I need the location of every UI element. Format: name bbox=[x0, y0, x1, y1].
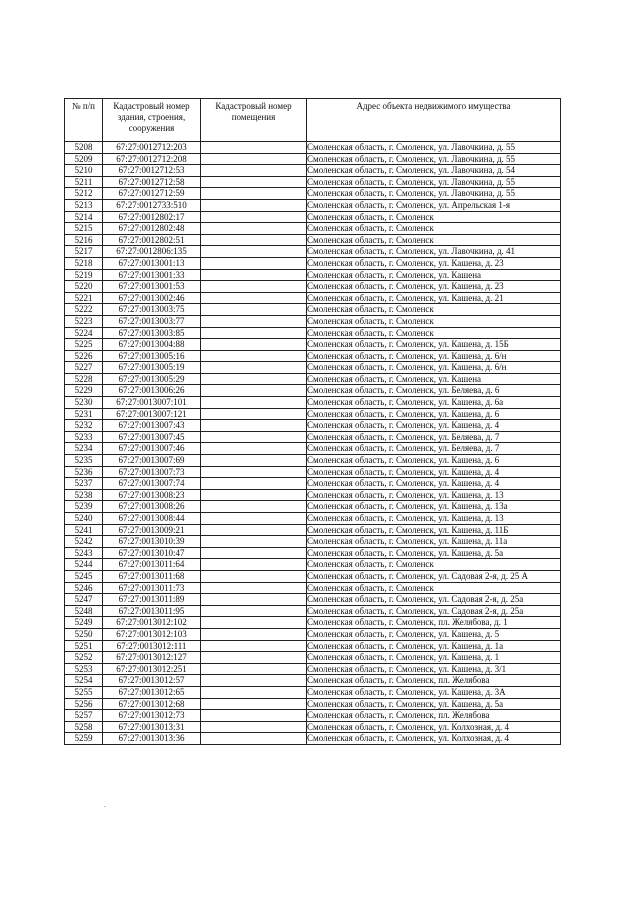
building-cadastral-cell: 67:27:0013007:45 bbox=[103, 431, 201, 443]
address-cell: Смоленская область, г. Смоленск, ул. Садовая 2-я, д. 25 А bbox=[307, 570, 561, 582]
building-cadastral-cell: 67:27:0012712:203 bbox=[103, 142, 201, 154]
room-cadastral-cell bbox=[201, 165, 307, 177]
row-number-cell: 5221 bbox=[65, 292, 103, 304]
table-row bbox=[65, 350, 561, 362]
table-row bbox=[65, 304, 561, 316]
building-cadastral-cell: 67:27:0013008:44 bbox=[103, 513, 201, 525]
building-cadastral-cell: 67:27:0013009:21 bbox=[103, 524, 201, 536]
table-row bbox=[65, 594, 561, 606]
room-cadastral-cell bbox=[201, 269, 307, 281]
row-number-cell: 5255 bbox=[65, 686, 103, 698]
building-cadastral-cell: 67:27:0013005:16 bbox=[103, 350, 201, 362]
table-row bbox=[65, 199, 561, 211]
building-cadastral-cell: 67:27:0012802:51 bbox=[103, 234, 201, 246]
room-cadastral-cell bbox=[201, 292, 307, 304]
row-number-cell: 5232 bbox=[65, 420, 103, 432]
address-cell: Смоленская область, г. Смоленск, ул. Садовая 2-я, д. 25а bbox=[307, 605, 561, 617]
building-cadastral-cell: 67:27:0013007:121 bbox=[103, 408, 201, 420]
table-row bbox=[65, 257, 561, 269]
room-cadastral-cell bbox=[201, 188, 307, 200]
row-number-cell: 5239 bbox=[65, 501, 103, 513]
address-cell: Смоленская область, г. Смоленск, ул. Кашена, д. 13а bbox=[307, 501, 561, 513]
address-cell: Смоленская область, г. Смоленск, ул. Кашена bbox=[307, 269, 561, 281]
row-number-cell: 5218 bbox=[65, 257, 103, 269]
room-cadastral-cell bbox=[201, 315, 307, 327]
table-row bbox=[65, 524, 561, 536]
address-cell: Смоленская область, г. Смоленск, ул. Лавочкина, д. 54 bbox=[307, 165, 561, 177]
room-cadastral-cell bbox=[201, 362, 307, 374]
building-cadastral-cell: 67:27:0013012:111 bbox=[103, 640, 201, 652]
room-cadastral-cell bbox=[201, 478, 307, 490]
room-cadastral-cell bbox=[201, 327, 307, 339]
address-cell: Смоленская область, г. Смоленск, ул. Лавочкина, д. 55 bbox=[307, 188, 561, 200]
row-number-cell: 5224 bbox=[65, 327, 103, 339]
table-row bbox=[65, 188, 561, 200]
address-cell: Смоленская область, г. Смоленск, ул. Беляева, д. 7 bbox=[307, 443, 561, 455]
row-number-cell: 5210 bbox=[65, 165, 103, 177]
table-row bbox=[65, 698, 561, 710]
building-cadastral-cell: 67:27:0013012:65 bbox=[103, 686, 201, 698]
address-cell: Смоленская область, г. Смоленск bbox=[307, 327, 561, 339]
table-row bbox=[65, 466, 561, 478]
row-number-cell: 5227 bbox=[65, 362, 103, 374]
address-cell: Смоленская область, г. Смоленск, ул. Кашена, д. 6 bbox=[307, 408, 561, 420]
row-number-cell: 5215 bbox=[65, 223, 103, 235]
table-header-row bbox=[65, 99, 561, 142]
room-cadastral-cell bbox=[201, 570, 307, 582]
address-cell: Смоленская область, г. Смоленск, ул. Кашена, д. 4 bbox=[307, 420, 561, 432]
building-cadastral-cell: 67:27:0013012:127 bbox=[103, 652, 201, 664]
row-number-cell: 5220 bbox=[65, 281, 103, 293]
address-cell: Смоленская область, г. Смоленск, ул. Кашена, д. 4 bbox=[307, 478, 561, 490]
header-address: Адрес объекта недвижимого имущества bbox=[307, 99, 561, 142]
room-cadastral-cell bbox=[201, 547, 307, 559]
room-cadastral-cell bbox=[201, 408, 307, 420]
table-row bbox=[65, 153, 561, 165]
address-cell: Смоленская область, г. Смоленск bbox=[307, 223, 561, 235]
table-row bbox=[65, 489, 561, 501]
room-cadastral-cell bbox=[201, 524, 307, 536]
address-cell: Смоленская область, г. Смоленск, ул. Кашена, д. 5 bbox=[307, 628, 561, 640]
room-cadastral-cell bbox=[201, 594, 307, 606]
building-cadastral-cell: 67:27:0013012:68 bbox=[103, 698, 201, 710]
building-cadastral-cell: 67:27:0013003:77 bbox=[103, 315, 201, 327]
row-number-cell: 5251 bbox=[65, 640, 103, 652]
row-number-cell: 5237 bbox=[65, 478, 103, 490]
row-number-cell: 5248 bbox=[65, 605, 103, 617]
address-cell: Смоленская область, г. Смоленск, ул. Кашена, д. 23 bbox=[307, 257, 561, 269]
row-number-cell: 5252 bbox=[65, 652, 103, 664]
row-number-cell: 5242 bbox=[65, 536, 103, 548]
room-cadastral-cell bbox=[201, 455, 307, 467]
room-cadastral-cell bbox=[201, 199, 307, 211]
table-row bbox=[65, 246, 561, 258]
room-cadastral-cell bbox=[201, 582, 307, 594]
room-cadastral-cell bbox=[201, 304, 307, 316]
room-cadastral-cell bbox=[201, 605, 307, 617]
address-cell: Смоленская область, г. Смоленск, пл. Желябова, д. 1 bbox=[307, 617, 561, 629]
address-cell: Смоленская область, г. Смоленск, ул. Лавочкина, д. 55 bbox=[307, 176, 561, 188]
building-cadastral-cell: 67:27:0012733:510 bbox=[103, 199, 201, 211]
table-row bbox=[65, 605, 561, 617]
page-mark: . bbox=[104, 800, 106, 809]
table-row bbox=[65, 582, 561, 594]
address-cell: Смоленская область, г. Смоленск bbox=[307, 211, 561, 223]
building-cadastral-cell: 67:27:0013002:46 bbox=[103, 292, 201, 304]
address-cell: Смоленская область, г. Смоленск, ул. Кашена, д. 23 bbox=[307, 281, 561, 293]
table-row bbox=[65, 373, 561, 385]
room-cadastral-cell bbox=[201, 559, 307, 571]
room-cadastral-cell bbox=[201, 675, 307, 687]
room-cadastral-cell bbox=[201, 211, 307, 223]
address-cell: Смоленская область, г. Смоленск, ул. Кашена, д. 5а bbox=[307, 698, 561, 710]
row-number-cell: 5243 bbox=[65, 547, 103, 559]
table-row bbox=[65, 640, 561, 652]
row-number-cell: 5219 bbox=[65, 269, 103, 281]
row-number-cell: 5236 bbox=[65, 466, 103, 478]
address-cell: Смоленская область, г. Смоленск, ул. Кашена, д. 11Б bbox=[307, 524, 561, 536]
building-cadastral-cell: 67:27:0012712:59 bbox=[103, 188, 201, 200]
row-number-cell: 5223 bbox=[65, 315, 103, 327]
room-cadastral-cell bbox=[201, 698, 307, 710]
table-row bbox=[65, 478, 561, 490]
table-row bbox=[65, 234, 561, 246]
address-cell: Смоленская область, г. Смоленск, ул. Кашена, д. 6 bbox=[307, 455, 561, 467]
room-cadastral-cell bbox=[201, 652, 307, 664]
table-row bbox=[65, 733, 561, 745]
table-row bbox=[65, 269, 561, 281]
building-cadastral-cell: 67:27:0013010:47 bbox=[103, 547, 201, 559]
address-cell: Смоленская область, г. Смоленск, ул. Лавочкина, д. 41 bbox=[307, 246, 561, 258]
building-cadastral-cell: 67:27:0013005:29 bbox=[103, 373, 201, 385]
building-cadastral-cell: 67:27:0013012:251 bbox=[103, 663, 201, 675]
address-cell: Смоленская область, г. Смоленск, ул. Беляева, д. 7 bbox=[307, 431, 561, 443]
room-cadastral-cell bbox=[201, 350, 307, 362]
row-number-cell: 5245 bbox=[65, 570, 103, 582]
room-cadastral-cell bbox=[201, 663, 307, 675]
room-cadastral-cell bbox=[201, 234, 307, 246]
row-number-cell: 5246 bbox=[65, 582, 103, 594]
building-cadastral-cell: 67:27:0013011:89 bbox=[103, 594, 201, 606]
address-cell: Смоленская область, г. Смоленск bbox=[307, 304, 561, 316]
address-cell: Смоленская область, г. Смоленск, ул. Кашена, д. 13 bbox=[307, 489, 561, 501]
table-row bbox=[65, 513, 561, 525]
building-cadastral-cell: 67:27:0013006:26 bbox=[103, 385, 201, 397]
address-cell: Смоленская область, г. Смоленск, ул. Колхозная, д. 4 bbox=[307, 733, 561, 745]
row-number-cell: 5229 bbox=[65, 385, 103, 397]
room-cadastral-cell bbox=[201, 153, 307, 165]
building-cadastral-cell: 67:27:0013008:26 bbox=[103, 501, 201, 513]
address-cell: Смоленская область, г. Смоленск, ул. Лавочкина, д. 55 bbox=[307, 153, 561, 165]
table-row bbox=[65, 686, 561, 698]
building-cadastral-cell: 67:27:0013010:39 bbox=[103, 536, 201, 548]
address-cell: Смоленская область, г. Смоленск, ул. Кашена, д. 15Б bbox=[307, 339, 561, 351]
row-number-cell: 5259 bbox=[65, 733, 103, 745]
room-cadastral-cell bbox=[201, 373, 307, 385]
table-row bbox=[65, 339, 561, 351]
row-number-cell: 5241 bbox=[65, 524, 103, 536]
table-row bbox=[65, 420, 561, 432]
room-cadastral-cell bbox=[201, 142, 307, 154]
address-cell: Смоленская область, г. Смоленск, ул. Кашена bbox=[307, 373, 561, 385]
table-row bbox=[65, 675, 561, 687]
row-number-cell: 5226 bbox=[65, 350, 103, 362]
building-cadastral-cell: 67:27:0013012:102 bbox=[103, 617, 201, 629]
table-row bbox=[65, 327, 561, 339]
table-row bbox=[65, 142, 561, 154]
table-row bbox=[65, 431, 561, 443]
building-cadastral-cell: 67:27:0012802:48 bbox=[103, 223, 201, 235]
building-cadastral-cell: 67:27:0012806:135 bbox=[103, 246, 201, 258]
address-cell: Смоленская область, г. Смоленск, ул. Кашена, д. 13 bbox=[307, 513, 561, 525]
table-row bbox=[65, 443, 561, 455]
row-number-cell: 5230 bbox=[65, 397, 103, 409]
address-cell: Смоленская область, г. Смоленск bbox=[307, 315, 561, 327]
table-row bbox=[65, 362, 561, 374]
row-number-cell: 5228 bbox=[65, 373, 103, 385]
address-cell: Смоленская область, г. Смоленск bbox=[307, 582, 561, 594]
row-number-cell: 5249 bbox=[65, 617, 103, 629]
row-number-cell: 5208 bbox=[65, 142, 103, 154]
row-number-cell: 5256 bbox=[65, 698, 103, 710]
header-building-cadastral-number: Кадастровый номер здания, строения, сооружения bbox=[103, 99, 201, 142]
table-body bbox=[65, 142, 561, 745]
row-number-cell: 5233 bbox=[65, 431, 103, 443]
room-cadastral-cell bbox=[201, 431, 307, 443]
address-cell: Смоленская область, г. Смоленск, пл. Желябова bbox=[307, 675, 561, 687]
room-cadastral-cell bbox=[201, 176, 307, 188]
address-cell: Смоленская область, г. Смоленск, ул. Беляева, д. 6 bbox=[307, 385, 561, 397]
table-row bbox=[65, 617, 561, 629]
table-row bbox=[65, 652, 561, 664]
address-cell: Смоленская область, г. Смоленск, ул. Кашена, д. 3/1 bbox=[307, 663, 561, 675]
row-number-cell: 5222 bbox=[65, 304, 103, 316]
room-cadastral-cell bbox=[201, 281, 307, 293]
address-cell: Смоленская область, г. Смоленск, ул. Кашена, д. 6/н bbox=[307, 362, 561, 374]
table-row bbox=[65, 628, 561, 640]
header-number: № п/п bbox=[65, 99, 103, 142]
row-number-cell: 5244 bbox=[65, 559, 103, 571]
row-number-cell: 5257 bbox=[65, 710, 103, 722]
row-number-cell: 5231 bbox=[65, 408, 103, 420]
room-cadastral-cell bbox=[201, 501, 307, 513]
row-number-cell: 5211 bbox=[65, 176, 103, 188]
address-cell: Смоленская область, г. Смоленск, ул. Кашена, д. 4 bbox=[307, 466, 561, 478]
table-row bbox=[65, 547, 561, 559]
row-number-cell: 5250 bbox=[65, 628, 103, 640]
table-row bbox=[65, 165, 561, 177]
address-cell: Смоленская область, г. Смоленск, ул. Кашена, д. 6а bbox=[307, 397, 561, 409]
table-row bbox=[65, 570, 561, 582]
address-cell: Смоленская область, г. Смоленск, пл. Желябова bbox=[307, 710, 561, 722]
table-row bbox=[65, 397, 561, 409]
row-number-cell: 5225 bbox=[65, 339, 103, 351]
room-cadastral-cell bbox=[201, 466, 307, 478]
address-cell: Смоленская область, г. Смоленск, ул. Апрельская 1-я bbox=[307, 199, 561, 211]
address-cell: Смоленская область, г. Смоленск, ул. Кашена, д. 6/н bbox=[307, 350, 561, 362]
address-cell: Смоленская область, г. Смоленск, ул. Кашена, д. 1 bbox=[307, 652, 561, 664]
address-cell: Смоленская область, г. Смоленск, ул. Лавочкина, д. 55 bbox=[307, 142, 561, 154]
room-cadastral-cell bbox=[201, 686, 307, 698]
room-cadastral-cell bbox=[201, 420, 307, 432]
room-cadastral-cell bbox=[201, 513, 307, 525]
table-row bbox=[65, 211, 561, 223]
building-cadastral-cell: 67:27:0013003:85 bbox=[103, 327, 201, 339]
room-cadastral-cell bbox=[201, 385, 307, 397]
building-cadastral-cell: 67:27:0012802:17 bbox=[103, 211, 201, 223]
building-cadastral-cell: 67:27:0013005:19 bbox=[103, 362, 201, 374]
row-number-cell: 5213 bbox=[65, 199, 103, 211]
building-cadastral-cell: 67:27:0013007:69 bbox=[103, 455, 201, 467]
building-cadastral-cell: 67:27:0012712:53 bbox=[103, 165, 201, 177]
room-cadastral-cell bbox=[201, 721, 307, 733]
table-row bbox=[65, 292, 561, 304]
room-cadastral-cell bbox=[201, 489, 307, 501]
building-cadastral-cell: 67:27:0012712:58 bbox=[103, 176, 201, 188]
room-cadastral-cell bbox=[201, 628, 307, 640]
row-number-cell: 5216 bbox=[65, 234, 103, 246]
table-row bbox=[65, 501, 561, 513]
table-row bbox=[65, 536, 561, 548]
building-cadastral-cell: 67:27:0013007:73 bbox=[103, 466, 201, 478]
address-cell: Смоленская область, г. Смоленск, ул. Кашена, д. 3А bbox=[307, 686, 561, 698]
building-cadastral-cell: 67:27:0013001:53 bbox=[103, 281, 201, 293]
row-number-cell: 5234 bbox=[65, 443, 103, 455]
row-number-cell: 5217 bbox=[65, 246, 103, 258]
building-cadastral-cell: 67:27:0013008:23 bbox=[103, 489, 201, 501]
row-number-cell: 5238 bbox=[65, 489, 103, 501]
room-cadastral-cell bbox=[201, 223, 307, 235]
building-cadastral-cell: 67:27:0013001:13 bbox=[103, 257, 201, 269]
row-number-cell: 5247 bbox=[65, 594, 103, 606]
cadastral-table bbox=[64, 98, 561, 745]
room-cadastral-cell bbox=[201, 246, 307, 258]
room-cadastral-cell bbox=[201, 397, 307, 409]
table-row bbox=[65, 455, 561, 467]
table-row bbox=[65, 663, 561, 675]
table-row bbox=[65, 315, 561, 327]
room-cadastral-cell bbox=[201, 733, 307, 745]
address-cell: Смоленская область, г. Смоленск, ул. Колхозная, д. 4 bbox=[307, 721, 561, 733]
row-number-cell: 5254 bbox=[65, 675, 103, 687]
building-cadastral-cell: 67:27:0013007:43 bbox=[103, 420, 201, 432]
room-cadastral-cell bbox=[201, 536, 307, 548]
building-cadastral-cell: 67:27:0013007:74 bbox=[103, 478, 201, 490]
building-cadastral-cell: 67:27:0013004:88 bbox=[103, 339, 201, 351]
room-cadastral-cell bbox=[201, 640, 307, 652]
table-row bbox=[65, 281, 561, 293]
row-number-cell: 5235 bbox=[65, 455, 103, 467]
building-cadastral-cell: 67:27:0013011:73 bbox=[103, 582, 201, 594]
address-cell: Смоленская область, г. Смоленск, ул. Кашена, д. 1а bbox=[307, 640, 561, 652]
building-cadastral-cell: 67:27:0013011:64 bbox=[103, 559, 201, 571]
address-cell: Смоленская область, г. Смоленск bbox=[307, 559, 561, 571]
address-cell: Смоленская область, г. Смоленск bbox=[307, 234, 561, 246]
row-number-cell: 5258 bbox=[65, 721, 103, 733]
table-row bbox=[65, 721, 561, 733]
room-cadastral-cell bbox=[201, 339, 307, 351]
building-cadastral-cell: 67:27:0013011:95 bbox=[103, 605, 201, 617]
row-number-cell: 5214 bbox=[65, 211, 103, 223]
room-cadastral-cell bbox=[201, 617, 307, 629]
building-cadastral-cell: 67:27:0013013:36 bbox=[103, 733, 201, 745]
building-cadastral-cell: 67:27:0013012:103 bbox=[103, 628, 201, 640]
table-row bbox=[65, 176, 561, 188]
header-room-cadastral-number: Кадастровый номер помещения bbox=[201, 99, 307, 142]
building-cadastral-cell: 67:27:0013007:46 bbox=[103, 443, 201, 455]
building-cadastral-cell: 67:27:0013012:73 bbox=[103, 710, 201, 722]
building-cadastral-cell: 67:27:0013011:68 bbox=[103, 570, 201, 582]
building-cadastral-cell: 67:27:0013003:75 bbox=[103, 304, 201, 316]
room-cadastral-cell bbox=[201, 257, 307, 269]
building-cadastral-cell: 67:27:0013001:33 bbox=[103, 269, 201, 281]
room-cadastral-cell bbox=[201, 443, 307, 455]
building-cadastral-cell: 67:27:0013012:57 bbox=[103, 675, 201, 687]
row-number-cell: 5240 bbox=[65, 513, 103, 525]
address-cell: Смоленская область, г. Смоленск, ул. Кашена, д. 11а bbox=[307, 536, 561, 548]
table-row bbox=[65, 223, 561, 235]
table-row bbox=[65, 408, 561, 420]
address-cell: Смоленская область, г. Смоленск, ул. Садовая 2-я, д. 25а bbox=[307, 594, 561, 606]
row-number-cell: 5212 bbox=[65, 188, 103, 200]
address-cell: Смоленская область, г. Смоленск, ул. Кашена, д. 5а bbox=[307, 547, 561, 559]
table-row bbox=[65, 710, 561, 722]
building-cadastral-cell: 67:27:0013013:31 bbox=[103, 721, 201, 733]
row-number-cell: 5253 bbox=[65, 663, 103, 675]
table-row bbox=[65, 559, 561, 571]
address-cell: Смоленская область, г. Смоленск, ул. Кашена, д. 21 bbox=[307, 292, 561, 304]
table-row bbox=[65, 385, 561, 397]
row-number-cell: 5209 bbox=[65, 153, 103, 165]
building-cadastral-cell: 67:27:0013007:101 bbox=[103, 397, 201, 409]
room-cadastral-cell bbox=[201, 710, 307, 722]
building-cadastral-cell: 67:27:0012712:208 bbox=[103, 153, 201, 165]
